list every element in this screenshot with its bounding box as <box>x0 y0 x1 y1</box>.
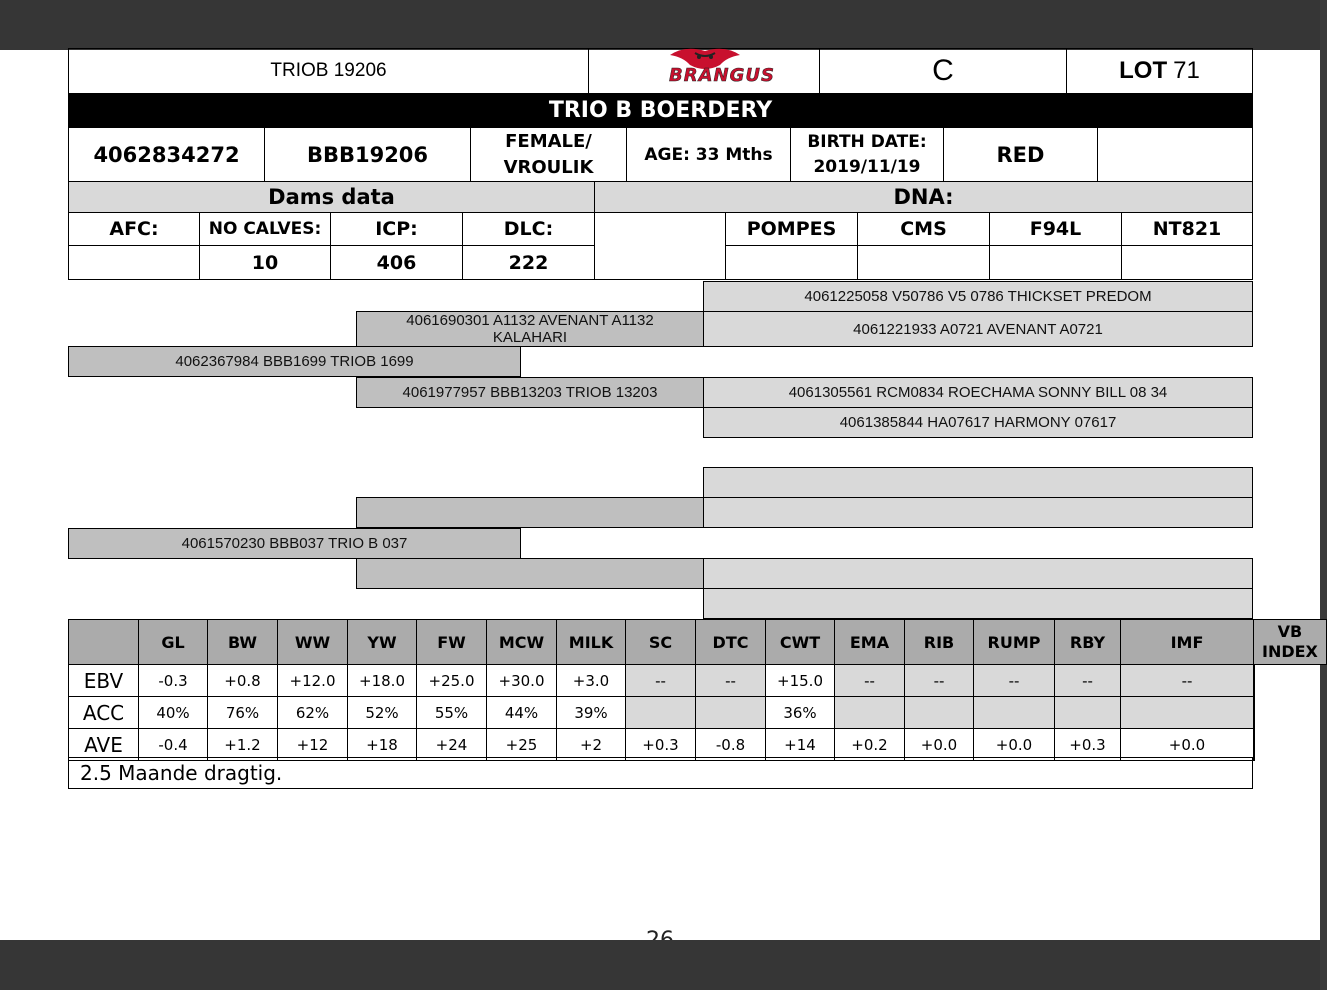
age: AGE: 33 Mths <box>644 144 773 165</box>
ebv-column-header <box>765 619 835 665</box>
dna-value-cms <box>857 245 990 280</box>
animal-name: TRIOB 19206 <box>270 60 387 81</box>
ebv-column-header-text: BW <box>228 632 257 652</box>
ebv-value-cell <box>1054 696 1121 729</box>
ebv-column-header <box>695 619 766 665</box>
icp-value-cell <box>330 245 463 280</box>
lot-cell <box>1066 48 1253 94</box>
dna-spacer-cell <box>594 212 726 280</box>
ebv-row-label-text: EBV <box>83 668 124 693</box>
dna-title: DNA: <box>893 185 954 209</box>
logo-cell <box>588 48 820 94</box>
breeder-bar <box>68 94 1253 127</box>
ebv-value-cell-text: +12 <box>296 735 329 754</box>
ebv-value-cell-text: 39% <box>574 703 608 722</box>
ebv-value-cell-text: +18.0 <box>359 671 405 690</box>
grade: C <box>932 54 954 87</box>
ebv-value-cell <box>695 696 766 729</box>
ebv-value-cell <box>138 664 208 697</box>
ebv-value-cell <box>207 696 278 729</box>
ebv-value-cell <box>834 696 905 729</box>
ebv-column-header <box>625 619 696 665</box>
id-number-cell <box>68 127 265 182</box>
vb-index-value <box>1253 664 1255 761</box>
ebv-value-cell-text: +0.3 <box>642 735 679 754</box>
dna-col-nt821 <box>1121 212 1253 246</box>
birth-date-label: BIRTH DATE: <box>807 131 927 152</box>
icp-label: ICP: <box>375 218 418 240</box>
ebv-column-header-text: GL <box>161 632 185 652</box>
ebv-value-cell <box>486 664 557 697</box>
sex-cell <box>470 127 627 182</box>
ebv-corner-cell <box>68 619 139 665</box>
ebv-value-cell <box>1120 696 1254 729</box>
dna-col-label: NT821 <box>1152 218 1222 240</box>
reg-number: BBB19206 <box>306 142 429 167</box>
ebv-value-cell-text: 52% <box>365 703 399 722</box>
dna-col-pompes <box>725 212 858 246</box>
ebv-column-header-text: IMF <box>1170 632 1204 652</box>
pedigree-dam-sire <box>356 497 704 528</box>
colour: RED <box>996 142 1045 167</box>
ebv-value-cell <box>904 696 974 729</box>
ebv-value-cell <box>765 664 835 697</box>
calves-label-cell <box>199 212 331 246</box>
ebv-value-cell <box>625 664 696 697</box>
ebv-column-header <box>904 619 974 665</box>
comment-text: 2.5 Maande dragtig. <box>80 761 283 785</box>
ebv-column-header <box>1120 619 1254 665</box>
ebv-value-cell-text: +0.2 <box>851 735 888 754</box>
calves-value: 10 <box>251 251 279 274</box>
ebv-value-cell-text: +24 <box>435 735 468 754</box>
ebv-value-cell-text: -- <box>933 671 945 690</box>
pedigree-dam-dam-sire <box>703 558 1253 589</box>
ebv-column-header <box>973 619 1055 665</box>
ebv-value-cell-text: 36% <box>783 703 817 722</box>
ebv-column-header <box>556 619 626 665</box>
ebv-value-cell-text: +14 <box>784 735 816 754</box>
pedigree-dam <box>68 528 521 559</box>
ebv-value-cell <box>416 696 487 729</box>
dlc-value-cell <box>462 245 595 280</box>
ebv-value-cell-text: -0.8 <box>715 735 746 754</box>
colour-cell <box>943 127 1098 182</box>
pedigree-sire-dam-dam <box>703 407 1253 438</box>
dna-col-label: F94L <box>1029 218 1082 240</box>
breeder-name: TRIO B BOERDERY <box>548 98 773 123</box>
ebv-table <box>68 619 1318 758</box>
ebv-value-cell <box>973 664 1055 697</box>
pedigree-dam-sire-dam <box>703 497 1253 528</box>
ebv-value-cell-text: -- <box>725 671 736 690</box>
age-cell <box>626 127 791 182</box>
ebv-row-label <box>68 696 139 729</box>
ebv-value-cell <box>625 696 696 729</box>
brangus-logo <box>629 51 779 91</box>
dna-col-label: POMPES <box>746 218 837 240</box>
viewer-top-bar <box>0 0 1320 50</box>
ebv-column-header-text: DTC <box>712 632 749 652</box>
pedigree-entry: 4061221933 A0721 AVENANT A0721 <box>853 320 1103 338</box>
ebv-column-header <box>486 619 557 665</box>
ebv-value-cell <box>1054 664 1121 697</box>
ebv-column-header-text: VB INDEX <box>1262 622 1318 661</box>
lot-number: 71 <box>1173 57 1200 84</box>
birth-date: 2019/11/19 <box>813 156 921 177</box>
ebv-value-cell-text: -- <box>864 671 875 690</box>
ebv-value-cell-text: +2 <box>579 735 603 754</box>
ebv-column-header-text: RUMP <box>987 632 1041 652</box>
dlc-value: 222 <box>508 251 549 274</box>
ebv-value-cell <box>556 696 626 729</box>
ebv-row-label <box>68 664 139 697</box>
ebv-column-header-text: CWT <box>779 632 821 652</box>
ebv-value-cell-text: 44% <box>504 703 539 722</box>
ebv-column-header <box>347 619 417 665</box>
ebv-row-label-text: ACC <box>82 700 125 725</box>
viewer-bottom-bar <box>0 940 1320 990</box>
pedigree-sire-dam <box>356 377 704 408</box>
ebv-column-header-text: EMA <box>849 632 890 652</box>
ebv-value-cell-text: +0.8 <box>224 671 261 690</box>
ebv-value-cell-text: -- <box>1181 671 1193 690</box>
animal-name-cell <box>68 48 589 94</box>
ebv-value-cell-text: +30.0 <box>498 671 545 690</box>
ebv-value-cell <box>277 664 348 697</box>
ebv-row-label-text: AVE <box>84 732 123 757</box>
ebv-column-header-text: WW <box>294 632 331 652</box>
dna-col-cms <box>857 212 990 246</box>
ebv-column-header-text: FW <box>437 632 466 652</box>
ebv-value-cell <box>347 664 417 697</box>
ebv-value-cell <box>904 664 974 697</box>
ebv-value-cell-text: 40% <box>156 703 190 722</box>
calves-label: NO CALVES: <box>208 219 322 239</box>
ebv-value-cell-text: -0.3 <box>158 671 188 690</box>
pedigree-sire-sire-dam <box>703 311 1253 347</box>
ebv-value-cell-text: +12.0 <box>289 671 336 690</box>
ebv-value-cell-text: -- <box>655 671 666 690</box>
dlc-label-cell <box>462 212 595 246</box>
ebv-column-header <box>834 619 905 665</box>
pedigree-dam-dam-dam <box>703 588 1253 619</box>
ebv-value-cell <box>556 664 626 697</box>
birth-date-cell <box>790 127 944 182</box>
dams-data-title: Dams data <box>268 185 395 209</box>
ebv-value-cell <box>765 696 835 729</box>
reg-number-cell <box>264 127 471 182</box>
afc-label: AFC: <box>109 218 159 240</box>
pedigree-dam-dam <box>356 558 704 589</box>
sex: FEMALE/ VROULIK <box>503 130 594 178</box>
ebv-value-cell-text: 55% <box>434 703 469 722</box>
calves-value-cell <box>199 245 331 280</box>
ebv-value-cell-text: +25.0 <box>428 671 475 690</box>
ebv-value-cell <box>1120 664 1254 697</box>
ebv-value-cell-text: +15.0 <box>777 671 823 690</box>
pedigree-entry: 4061690301 A1132 AVENANT A1132 KALAHARI <box>406 312 654 346</box>
dna-col-f94l <box>989 212 1122 246</box>
ebv-value-cell <box>695 664 766 697</box>
ebv-value-cell <box>138 696 208 729</box>
ebv-column-header <box>207 619 278 665</box>
ebv-column-header <box>277 619 348 665</box>
ebv-value-cell <box>834 664 905 697</box>
pedigree-entry: 4061305561 RCM0834 ROECHAMA SONNY BILL 08 34 <box>788 384 1168 401</box>
ebv-value-cell-text: +18 <box>366 735 398 754</box>
icp-label-cell <box>330 212 463 246</box>
ebv-value-cell <box>207 664 278 697</box>
ebv-value-cell-text: 76% <box>225 703 260 722</box>
catalogue-page <box>0 50 1320 940</box>
ebv-value-cell-text: +0.3 <box>1069 735 1106 754</box>
info-extra-cell <box>1097 127 1253 182</box>
ebv-column-header-text: RIB <box>923 632 955 652</box>
dna-header <box>594 181 1253 213</box>
ebv-column-header-text: YW <box>367 632 397 652</box>
ebv-value-cell <box>277 696 348 729</box>
ebv-value-cell-text: +3.0 <box>572 671 610 690</box>
afc-value-cell <box>68 245 200 280</box>
pedigree-entry: 4061977957 BBB13203 TRIOB 13203 <box>402 384 658 401</box>
pedigree-entry: 4061570230 BBB037 TRIO B 037 <box>181 535 408 552</box>
comment-row <box>68 757 1253 789</box>
pedigree-entry: 4061385844 HA07617 HARMONY 07617 <box>839 414 1117 431</box>
ebv-value-cell-text: 62% <box>295 703 330 722</box>
ebv-value-cell <box>486 696 557 729</box>
ebv-value-cell-text: +25 <box>505 735 538 754</box>
pedigree-sire-dam-sire <box>703 377 1253 408</box>
ebv-column-header <box>1253 619 1327 665</box>
logo-wordmark: BRANGUS <box>669 65 775 86</box>
ebv-value-cell <box>347 696 417 729</box>
ebv-column-header <box>138 619 208 665</box>
ebv-column-header <box>416 619 487 665</box>
dna-col-label: CMS <box>900 218 947 240</box>
dna-value-f94l <box>989 245 1122 280</box>
lot-label: LOT <box>1119 57 1168 84</box>
ebv-column-header-text: MILK <box>568 632 614 652</box>
pedigree-entry: 4061225058 V50786 V5 0786 THICKSET PREDOM <box>804 288 1152 305</box>
ebv-value-cell-text: -0.4 <box>158 735 188 754</box>
ebv-value-cell-text: +0.0 <box>1168 735 1206 754</box>
pedigree-dam-sire-sire <box>703 467 1253 498</box>
ebv-column-header-text: SC <box>648 632 673 652</box>
icp-value: 406 <box>376 251 417 274</box>
ebv-column-header <box>1054 619 1121 665</box>
pedigree-sire-sire-sire <box>703 281 1253 312</box>
dna-value-pompes <box>725 245 858 280</box>
id-number: 4062834272 <box>93 142 240 167</box>
grade-cell <box>819 48 1067 94</box>
ebv-value-cell-text: +0.0 <box>920 735 958 754</box>
ebv-value-cell <box>973 696 1055 729</box>
pedigree-sire-sire <box>356 311 704 347</box>
ebv-value-cell-text: -- <box>1082 671 1093 690</box>
ebv-value-cell <box>416 664 487 697</box>
ebv-value-cell-text: +0.0 <box>995 735 1033 754</box>
ebv-value-cell-text: +1.2 <box>224 735 261 754</box>
afc-label-cell <box>68 212 200 246</box>
dna-value-nt821 <box>1121 245 1253 280</box>
ebv-column-header-text: RBY <box>1069 632 1106 652</box>
ebv-value-cell-text: -- <box>1008 671 1020 690</box>
dams-data-header <box>68 181 595 213</box>
pedigree-entry: 4062367984 BBB1699 TRIOB 1699 <box>175 353 414 370</box>
dlc-label: DLC: <box>503 218 554 240</box>
ebv-column-header-text: MCW <box>498 632 545 652</box>
pedigree-sire <box>68 346 521 377</box>
